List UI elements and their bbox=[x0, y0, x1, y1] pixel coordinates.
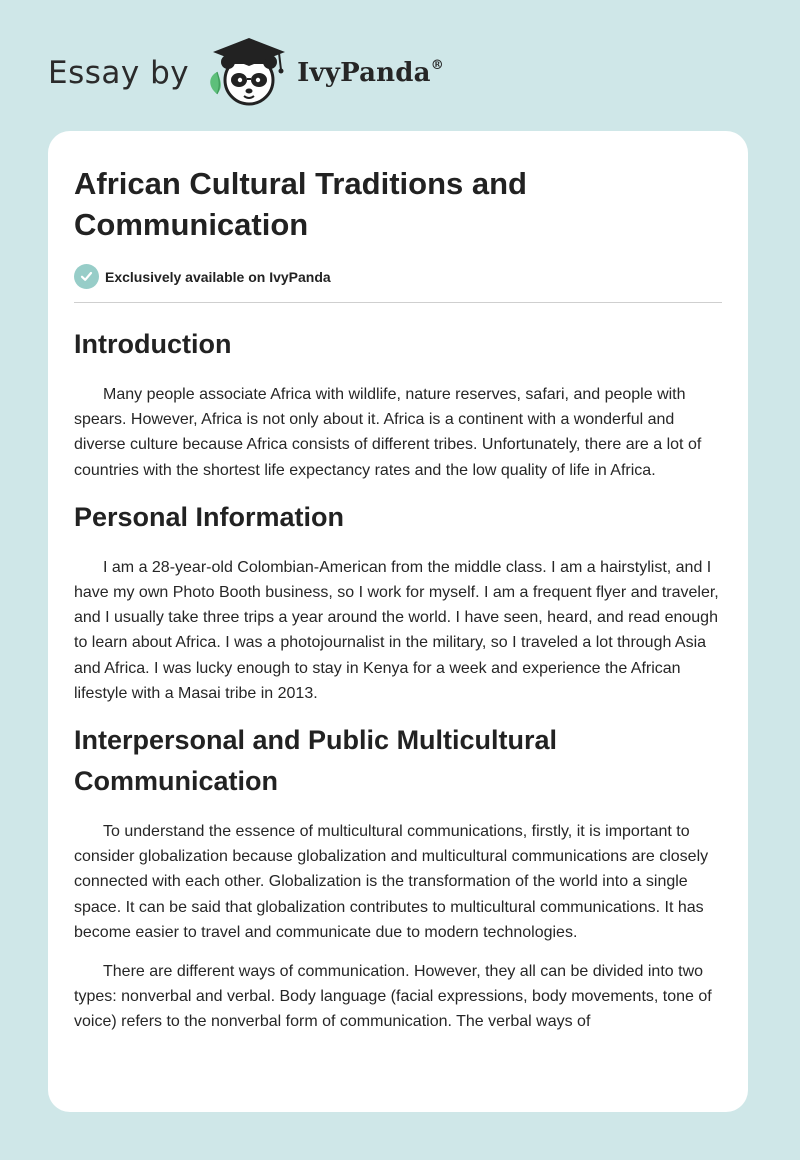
section-heading: Introduction bbox=[74, 329, 232, 359]
section-multicultural-communication bbox=[74, 720, 722, 1035]
check-icon bbox=[74, 264, 99, 289]
article-title: African Cultural Traditions and Communication bbox=[74, 166, 527, 242]
section-introduction bbox=[74, 324, 722, 483]
site-header bbox=[48, 36, 444, 110]
brand-name[interactable]: IvyPanda® bbox=[297, 58, 444, 88]
paragraph: Many people associate Africa with wildlife, nature reserves, safari, and people with spears. However, Africa is not only about it. Africa is a continent with a wonderful and diverse culture because Africa consists of different tribes. Unfortunately, there are a lot of countries with the shortest life expectancy rates and the low quality of life in Africa. bbox=[74, 386, 702, 479]
section-personal-information bbox=[74, 497, 722, 706]
essay-by-label: Essay by bbox=[48, 54, 190, 91]
exclusive-badge bbox=[74, 264, 722, 303]
section-heading: Interpersonal and Public Multicultural Communication bbox=[74, 725, 558, 797]
article-card bbox=[48, 131, 748, 1112]
paragraph: To understand the essence of multicultural communications, firstly, it is important to consider globalization because globalization and multicultural communications are closely connected with each other. Globalization is the transformation of the world into a single space. It can be said that globalization contributes to multicultural communications. It has become easier to travel and communicate due to modern technologies. bbox=[74, 823, 709, 941]
exclusive-badge-label: Exclusively available on IvyPanda bbox=[105, 268, 331, 285]
paragraph: There are different ways of communication. However, they all can be divided into two types: nonverbal and verbal. Body language (facial expressions, body movements, tone of voice) refers to the nonverbal form of communication. The verbal ways of bbox=[74, 963, 712, 1031]
section-heading: Personal Information bbox=[74, 501, 345, 532]
panda-logo-icon[interactable] bbox=[203, 36, 293, 110]
paragraph: I am a 28-year-old Colombian-American from the middle class. I am a hairstylist, and I have my own Photo Booth business, so I work for myself. I am a frequent flyer and traveler, and I usually take three trips a year around the world. I have seen, heard, and read enough to learn about Africa. I was a photojournalist in the military, so I traveled a lot through Asia and Africa. I was lucky enough to stay in Kenya for a week and experience the African lifestyle with a Masai tribe in 2013. bbox=[74, 558, 719, 702]
